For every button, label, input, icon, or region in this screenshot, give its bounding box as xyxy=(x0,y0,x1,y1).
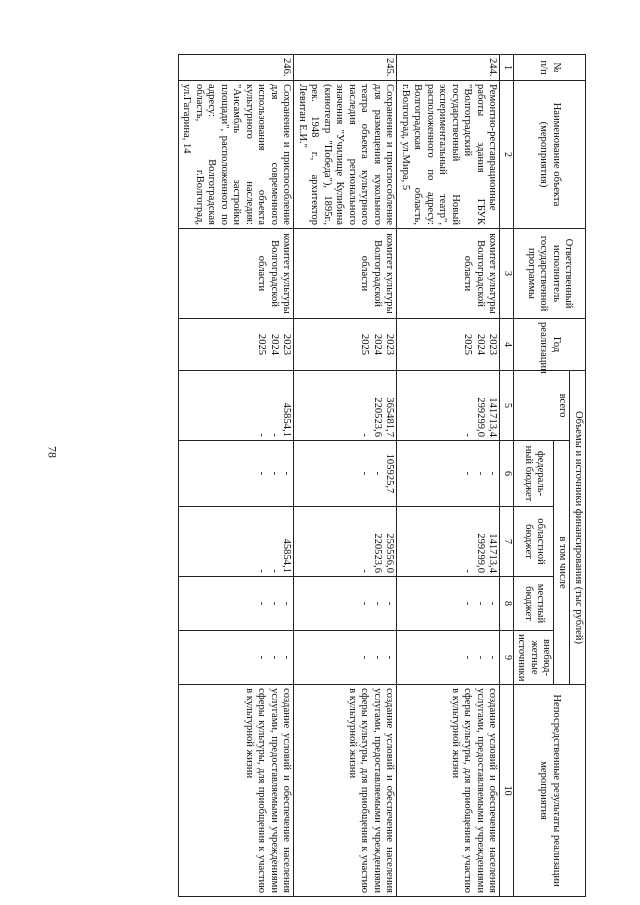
extra-value: - xyxy=(384,655,396,660)
executor: комитет культуры Волгоградской области xyxy=(397,229,500,319)
column-numbers-row xyxy=(500,55,514,897)
year-value: 2025 xyxy=(256,333,268,356)
regional-value: - xyxy=(462,569,474,573)
local-cell xyxy=(294,577,397,631)
column-number: 5 xyxy=(500,371,514,441)
total-value: 365481,7 xyxy=(384,397,396,437)
executor: комитет культуры Волгоградской области xyxy=(179,229,295,319)
header-name: Наименование объекта (мероприятия) xyxy=(514,81,586,229)
local-value: - xyxy=(269,601,280,606)
federal-value: - xyxy=(462,471,474,476)
row-number: 246. xyxy=(179,55,295,81)
regional-cell xyxy=(397,507,500,577)
column-number: 8 xyxy=(500,577,514,631)
federal-value: - xyxy=(372,471,383,476)
column-number: 9 xyxy=(500,631,514,685)
column-number: 7 xyxy=(500,507,514,577)
regional-value: 220523,6 xyxy=(372,533,383,573)
year-value: 2025 xyxy=(462,333,474,356)
extra-cell xyxy=(397,631,500,685)
extra-cell xyxy=(179,631,295,685)
year-value: 2025 xyxy=(359,333,371,356)
extra-value: - xyxy=(256,655,268,660)
header-extra: внебюд-жетные источники xyxy=(514,631,555,685)
total-cell xyxy=(179,371,295,441)
header-regional: областной бюджет xyxy=(514,507,555,577)
extra-value: - xyxy=(359,655,371,660)
regional-cell xyxy=(294,507,397,577)
total-value: 141713,4 xyxy=(487,397,499,437)
federal-value: - xyxy=(359,471,371,476)
year-value: 2024 xyxy=(269,333,280,356)
total-cell xyxy=(294,371,397,441)
local-cell xyxy=(397,577,500,631)
regional-value: 141713,4 xyxy=(487,533,499,573)
year-value: 2024 xyxy=(372,333,383,356)
regional-value: - xyxy=(359,569,371,573)
total-cell xyxy=(397,371,500,441)
federal-value: - xyxy=(269,471,280,476)
federal-cell xyxy=(294,441,397,507)
extra-value: - xyxy=(487,655,499,660)
row-number: 244. xyxy=(397,55,500,81)
local-value: - xyxy=(487,601,499,606)
years-cell xyxy=(294,319,397,371)
local-value: - xyxy=(384,601,396,606)
header-finance-group: Объемы и источники финансирования (тыс рублей) xyxy=(570,371,586,685)
local-value: - xyxy=(475,601,486,606)
financing-table xyxy=(178,54,586,897)
local-cell xyxy=(179,577,295,631)
column-number: 6 xyxy=(500,441,514,507)
extra-value: - xyxy=(281,655,293,660)
extra-value: - xyxy=(372,655,383,660)
header-executor: Ответственный исполнитель государственной программы xyxy=(514,229,586,319)
federal-value: 105925,7 xyxy=(384,453,396,494)
column-number: 3 xyxy=(500,229,514,319)
total-value: 45854,1 xyxy=(281,402,293,437)
rotated-table-container xyxy=(76,54,586,896)
page-number: 78 xyxy=(45,446,60,458)
extra-cell xyxy=(294,631,397,685)
total-value: - xyxy=(462,433,474,437)
federal-cell xyxy=(397,441,500,507)
total-value: - xyxy=(269,433,280,437)
year-value: 2024 xyxy=(475,333,486,356)
regional-value: - xyxy=(256,569,268,573)
executor: комитет культуры Волгоградской области xyxy=(294,229,397,319)
local-value: - xyxy=(359,601,371,606)
federal-value: - xyxy=(475,471,486,476)
federal-value: - xyxy=(487,471,499,476)
extra-value: - xyxy=(475,655,486,660)
result: создание условий и обеспечение населения услугами, предоставляемыми учреждениями сферы культуры, для приобщения к участию в культурной жизни xyxy=(294,685,397,897)
column-number: 10 xyxy=(500,685,514,897)
header-year: Год реализации xyxy=(514,319,586,371)
total-value: 299299,0 xyxy=(475,397,486,437)
regional-value: 45854,1 xyxy=(281,538,293,573)
years-cell xyxy=(397,319,500,371)
local-value: - xyxy=(372,601,383,606)
federal-value: - xyxy=(256,471,268,476)
federal-value: - xyxy=(281,471,293,476)
total-value: - xyxy=(256,433,268,437)
local-value: - xyxy=(256,601,268,606)
object-name: Сохранение и приспособление для размещения кукольного театра объекта культурного наследия регионального значения "Училище Кулибина (кинотеатр "Победа"), 1895г., рек. 1948 г., архитектор Левитан Е.И." xyxy=(294,81,397,229)
header-including: в том числе xyxy=(554,441,570,685)
table-row xyxy=(294,55,397,897)
column-number: 2 xyxy=(500,81,514,229)
years-cell xyxy=(179,319,295,371)
header-results: Непосредственные результаты реализации мероприятия xyxy=(514,685,586,897)
regional-value: 259556,0 xyxy=(384,533,396,573)
header-local: местный бюджет xyxy=(514,577,555,631)
header-federal: федераль-ный бюджет xyxy=(514,441,555,507)
year-value: 2023 xyxy=(384,333,396,356)
extra-value: - xyxy=(269,655,280,660)
object-name: Ремонтно-реставрационные работы здания ГБУК "Волгоградский государственный Новый экспериментальный театр", расположенного по адресу: Волгоградская область, г.Волгоград, ул.Мира, 5 xyxy=(397,81,500,229)
regional-cell xyxy=(179,507,295,577)
column-number: 1 xyxy=(500,55,514,81)
total-value: - xyxy=(359,433,371,437)
result: создание условий и обеспечение населения услугами, предоставляемыми учреждениями сферы культуры, для приобщения к участию в культурной жизни xyxy=(397,685,500,897)
local-value: - xyxy=(281,601,293,606)
total-value: 220523,6 xyxy=(372,397,383,437)
table-row xyxy=(397,55,500,897)
header-total: всего xyxy=(514,371,570,441)
year-value: 2023 xyxy=(281,333,293,356)
regional-value: - xyxy=(269,569,280,573)
year-value: 2023 xyxy=(487,333,499,356)
federal-cell xyxy=(179,441,295,507)
object-name: Сохранение и приспособление для современного использования объекта культурного наследия: "Ансамбль застройки площади", расположенного по адресу: Волгоградская область, г.Волгоград, ул.Гагарина, 14 xyxy=(179,81,295,229)
extra-value: - xyxy=(462,655,474,660)
regional-value: 299299,0 xyxy=(475,533,486,573)
result: создание условий и обеспечение населения услугами, предоставляемыми учреждениями сферы культуры, для приобщения к участию в культурной жизни xyxy=(179,685,295,897)
table-row xyxy=(179,55,295,897)
header-num: № п/п xyxy=(514,55,586,81)
column-number: 4 xyxy=(500,319,514,371)
row-number: 245. xyxy=(294,55,397,81)
local-value: - xyxy=(462,601,474,606)
